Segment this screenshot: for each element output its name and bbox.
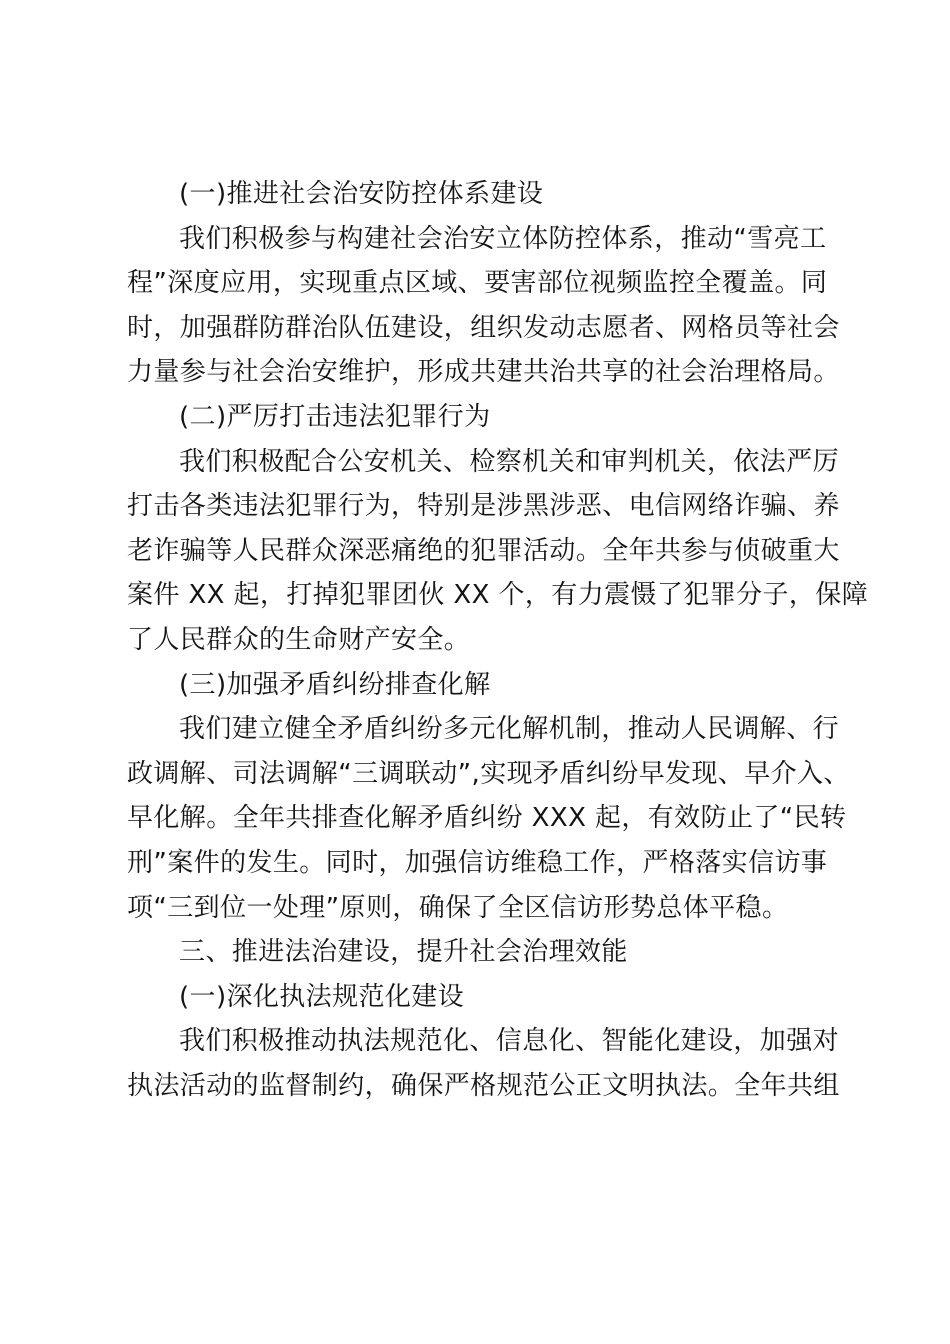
paragraph-line: 了人民群众的生命财产安全。 <box>127 624 471 655</box>
paragraph-line: 老诈骗等人民群众深恶痛绝的犯罪活动。全年共参与侦破重大 <box>127 535 840 566</box>
subheading-1-3: (三)加强矛盾纠纷排查化解 <box>179 669 491 700</box>
paragraph-line: 案件 XX 起，打掉犯罪团伙 XX 个，有力震慑了犯罪分子，保障 <box>127 580 869 611</box>
paragraph-line: 我们积极参与构建社会治安立体防控体系，推动“雪亮工 <box>179 223 827 254</box>
paragraph-line: 打击各类违法犯罪行为，特别是涉黑涉恶、电信网络诈骗、养 <box>127 491 840 522</box>
document-body <box>127 172 869 1108</box>
subheading-1-2: (二)严厉打击违法犯罪行为 <box>179 401 491 432</box>
paragraph-line: 我们积极配合公安机关、检察机关和审判机关，依法严厉 <box>179 446 840 477</box>
paragraph-line: 刑”案件的发生。同时，加强信访维稳工作，严格落实信访事 <box>127 847 828 878</box>
section-heading-3: 三、推进法治建设，提升社会治理效能 <box>179 937 628 968</box>
subheading-3-1: (一)深化执法规范化建设 <box>179 981 465 1012</box>
paragraph-line: 程”深度应用，实现重点区域、要害部位视频监控全覆盖。同 <box>127 268 828 299</box>
paragraph-line: 执法活动的监督制约，确保严格规范公正文明执法。全年共组 <box>127 1070 840 1101</box>
paragraph-line: 时，加强群防群治队伍建设，组织发动志愿者、网格员等社会 <box>127 312 840 343</box>
paragraph-line: 政调解、司法调解“三调联动”,实现矛盾纠纷早发现、早介入、 <box>127 758 850 789</box>
subheading-1-1: (一)推进社会治安防控体系建设 <box>179 179 544 209</box>
paragraph-line: 早化解。全年共排查化解矛盾纠纷 XXX 起，有效防止了“民转 <box>127 803 847 834</box>
paragraph-line: 力量参与社会治安维护，形成共建共治共享的社会治理格局。 <box>127 357 840 388</box>
paragraph-line: 我们积极推动执法规范化、信息化、智能化建设，加强对 <box>179 1026 840 1057</box>
paragraph-line: 项“三到位一处理”原则，确保了全区信访形势总体平稳。 <box>127 892 789 923</box>
paragraph-line: 我们建立健全矛盾纠纷多元化解机制，推动人民调解、行 <box>179 714 840 745</box>
